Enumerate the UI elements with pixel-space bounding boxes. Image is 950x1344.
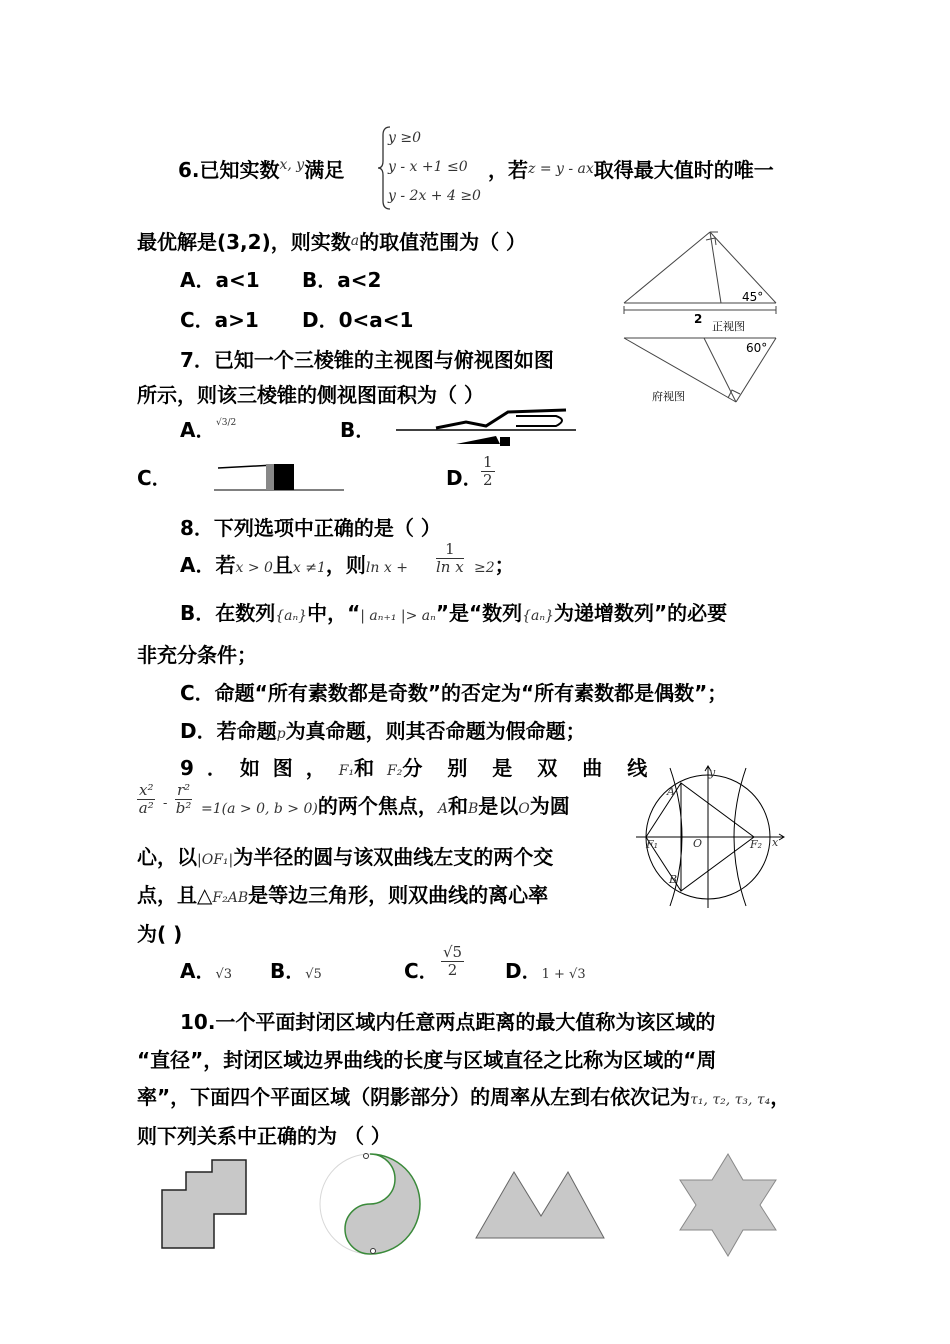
q9-f1: F₁ [338, 763, 355, 779]
q8-a-ge: ≥2 [474, 560, 495, 576]
q9-is: 是以 [478, 794, 519, 818]
q9-l2-tail: 为圆 [529, 794, 570, 818]
q7-line1: 7．已知一个三棱锥的主视图与俯视图如图 [180, 348, 554, 372]
q6-prefix: 6.已知实数 [178, 158, 280, 182]
q10-figures [150, 1150, 800, 1260]
q9-eq-rest: =1(a > 0, b > 0) [201, 801, 318, 817]
q8-stem: 8．下列选项中正确的是（ ） [180, 516, 441, 540]
q8-d-p: p [276, 726, 286, 742]
q8-a-num: 1 [436, 541, 464, 559]
q9-opt-b-val: √5 [305, 967, 322, 982]
q9-opt-d-val: 1 + √3 [541, 967, 586, 982]
q9-tri: F₂AB [212, 890, 249, 906]
q9-f2: F₂ [387, 763, 403, 779]
q6-ruo: ，若 [488, 158, 528, 182]
q8-b-mid: 中，“ [307, 601, 361, 625]
fig-x: x [772, 836, 779, 849]
q9-line2 [201, 796, 570, 816]
q6-mid: 满足 [304, 158, 345, 182]
q9-opt-c-den: 2 [447, 961, 458, 980]
fig-F2: F₂ [750, 838, 763, 851]
q7-opt-b: B． [340, 418, 376, 442]
q9-l1-pre: 9 ． 如 图 ， [180, 756, 326, 780]
q6-opt-a: A．a<1 [180, 268, 260, 292]
q10-line2: “直径”，封闭区域边界曲线的长度与区域直径之比称为区域的“周 [137, 1048, 717, 1072]
q6-line2b: 的取值范围为（ ） [359, 230, 527, 254]
q9-B: B [467, 801, 479, 817]
q8-b-mid2: ”是“数列 [435, 601, 523, 625]
top-caption: 府视图 [652, 390, 685, 403]
q8-a-pre: A．若 [180, 553, 236, 577]
q9-eq-frac1 [137, 782, 155, 818]
front-base: 2 [694, 312, 703, 326]
q8-d-pre: D．若命题 [180, 719, 277, 743]
q9-l4-pre: 点，且△ [137, 883, 213, 907]
q10-line4: 则下列关系中正确的为 （ ） [137, 1124, 391, 1148]
q10-line3-end: ， [770, 1085, 791, 1109]
q9-l4-tail: 是等边三角形，则双曲线的离心率 [248, 883, 549, 907]
q8-a-then: ，则 [325, 553, 366, 577]
q6-opt-d: D．0<a<1 [302, 308, 414, 332]
q10-line3 [137, 1087, 790, 1107]
q9-line1 [180, 758, 653, 778]
q8-a-and: 且 [272, 553, 293, 577]
shape-hexagram [680, 1154, 776, 1256]
q8-a-c1: x > 0 [235, 560, 273, 576]
q9-A: A [437, 801, 448, 817]
q6-line2 [137, 232, 526, 252]
q8-c: C．命题“所有素数都是奇数”的否定为“所有素数都是偶数”； [180, 681, 728, 705]
q7-opt-c: C． [137, 466, 172, 490]
fig-O: O [693, 837, 703, 850]
q8-a-end [474, 555, 515, 575]
q6-a: a [350, 233, 360, 249]
q9-opt-b-label: B． [270, 959, 306, 983]
q9-eq-x2: x² [139, 781, 154, 799]
q9-l1-tail: 分 别 是 双 曲 线 [402, 756, 654, 780]
q9-eq-a2: a² [138, 799, 154, 818]
fig-y: y [709, 766, 716, 779]
q7-opt-d-den: 2 [483, 471, 493, 490]
q8-a-semi: ； [494, 553, 515, 577]
q9-opt-c: C． [404, 959, 439, 983]
q8-b-pre: B．在数列 [180, 601, 276, 625]
q8-a-expr: ln x + [365, 560, 408, 576]
q7-opt-d-frac [481, 454, 495, 490]
q7-opt-a: A． [180, 418, 216, 442]
q9-l3-pre: 心，以 [137, 845, 197, 869]
q10-line3-pre: 率”，下面四个平面区域（阴影部分）的周率从左到右依次记为 [137, 1085, 691, 1109]
q9-opt-a-val: √3 [215, 967, 233, 982]
q8-b [180, 603, 727, 623]
q6-sys-1: y ≥0 [388, 130, 421, 146]
q6-vars: x, y [279, 157, 305, 173]
q9-eq-r2: r² [177, 781, 191, 799]
shape-yinyang [320, 1154, 420, 1255]
q8-d [180, 721, 586, 741]
fig-A: A [667, 785, 675, 798]
q9-figure [632, 762, 792, 912]
q6-sys-3: y - 2x + 4 ≥0 [388, 188, 481, 204]
q9-eq-b2: b² [175, 799, 192, 818]
q9-opt-b [270, 961, 322, 981]
q7-opt-a-val: √3/2 [216, 418, 237, 428]
q9-l2-mid: 的两个焦点， [317, 794, 438, 818]
q9-opt-a-label: A． [180, 959, 216, 983]
q6-line1b [488, 160, 774, 180]
q6-opt-c: C．a>1 [180, 308, 259, 332]
q8-a-c2: x ≠1 [292, 560, 326, 576]
q9-line3 [137, 847, 553, 867]
q9-line5: 为( ) [137, 922, 183, 946]
q7-opt-b-glitch [396, 404, 576, 448]
q9-O: O [518, 801, 530, 817]
q6-line2a: 最优解是(3,2)，则实数 [137, 230, 351, 254]
q6-z: z = y - ax [528, 161, 594, 177]
q8-a [180, 555, 408, 575]
q9-eq-minus: - [163, 796, 168, 811]
q8-a-frac [436, 541, 464, 577]
q7-opt-c-glitch [214, 462, 346, 492]
q7-line2: 所示，则该三棱锥的侧视图面积为（ ） [137, 383, 484, 407]
q7-opt-d-num: 1 [483, 453, 493, 471]
shape-staircase [162, 1160, 246, 1248]
q9-and2: 和 [447, 794, 468, 818]
q9-opt-d-label: D． [505, 959, 542, 983]
q10-line1: 10.一个平面封闭区域内任意两点距离的最大值称为该区域的 [180, 1010, 716, 1034]
q8-d-tail: 为真命题，则其否命题为假命题； [285, 719, 586, 743]
top-angle: 60° [746, 341, 768, 355]
front-angle: 45° [742, 290, 764, 304]
q9-eq-frac2 [175, 782, 192, 818]
q6-sys-2: y - x +1 ≤0 [388, 159, 468, 175]
q6-opt-b: B．a<2 [302, 268, 382, 292]
shape-twin-peaks [476, 1172, 604, 1238]
q10-taus: τ₁, τ₂, τ₃, τ₄ [690, 1092, 771, 1108]
q9-and: 和 [354, 756, 375, 780]
q8-b-tail: 为递增数列”的必要 [553, 601, 728, 625]
q9-opt-c-frac [441, 944, 464, 980]
front-caption: 正视图 [712, 320, 745, 333]
q8-b-seq: {aₙ} [275, 608, 308, 624]
q9-opt-c-num: √5 [443, 943, 463, 961]
q7-opt-d: D． [446, 466, 483, 490]
q8-b-line2: 非充分条件； [137, 643, 257, 667]
q9-opt-d [505, 961, 586, 981]
q7-figure [620, 226, 785, 410]
q9-l3-tail: 为半径的圆与该双曲线左支的两个交 [233, 845, 554, 869]
q9-of1: |OF₁| [197, 852, 234, 868]
q8-b-seq2: {aₙ} [522, 608, 554, 624]
q6-tail: 取得最大值时的唯一 [593, 158, 774, 182]
q9-line4 [137, 885, 548, 905]
q8-a-den: ln x [436, 558, 464, 577]
q8-b-cond: | aₙ₊₁ |> aₙ [360, 608, 436, 624]
fig-B: B [669, 873, 678, 886]
fig-F1: F₁ [646, 838, 659, 851]
q9-opt-a [180, 961, 232, 981]
q6-line1 [178, 157, 345, 182]
